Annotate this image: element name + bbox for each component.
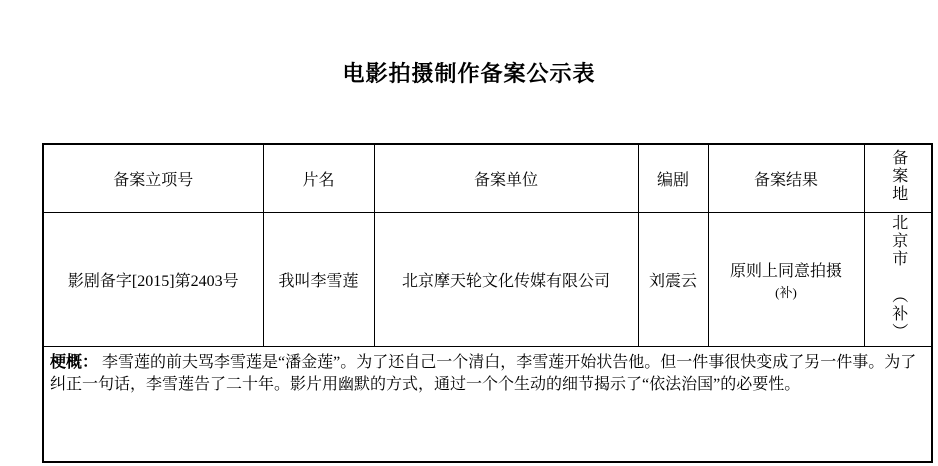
header-filing-location-text: 备案地 (889, 149, 907, 203)
table-header-row (43, 144, 932, 213)
synopsis-label: 梗概： (50, 354, 99, 371)
cell-filing-location (864, 213, 932, 347)
filing-table (42, 143, 933, 463)
page-title: 电影拍摄制作备案公示表 (342, 62, 596, 87)
header-screenwriter: 编剧 (638, 144, 708, 213)
cell-screenwriter: 刘震云 (638, 213, 708, 347)
filing-result-note: (补) (775, 285, 797, 300)
synopsis-text: 李雪莲的前夫骂李雪莲是“潘金莲”。为了还自己一个清白，李雪莲开始状告他。但一件事很快变成了另一件事。为了纠正一句话，李雪莲告了二十年。影片用幽默的方式，通过一个个生动的细节揭示了“依法治国”的必要性。 (50, 354, 917, 393)
cell-synopsis (43, 347, 932, 463)
header-filing-unit: 备案单位 (374, 144, 638, 213)
header-film-title: 片名 (263, 144, 374, 213)
cell-filing-unit: 北京摩天轮文化传媒有限公司 (374, 213, 638, 347)
cell-film-title: 我叫李雪莲 (263, 213, 374, 347)
table-row (43, 213, 932, 347)
filing-result-main: 原则上同意拍摄 (729, 263, 842, 280)
synopsis-row (43, 347, 932, 463)
cell-filing-location-text: 北京市 （补） (889, 213, 907, 341)
header-filing-location (864, 144, 932, 213)
header-filing-result: 备案结果 (708, 144, 864, 213)
cell-filing-result (708, 213, 864, 347)
header-filing-number: 备案立项号 (43, 144, 263, 213)
cell-filing-number: 影剧备字[2015]第2403号 (43, 213, 263, 347)
